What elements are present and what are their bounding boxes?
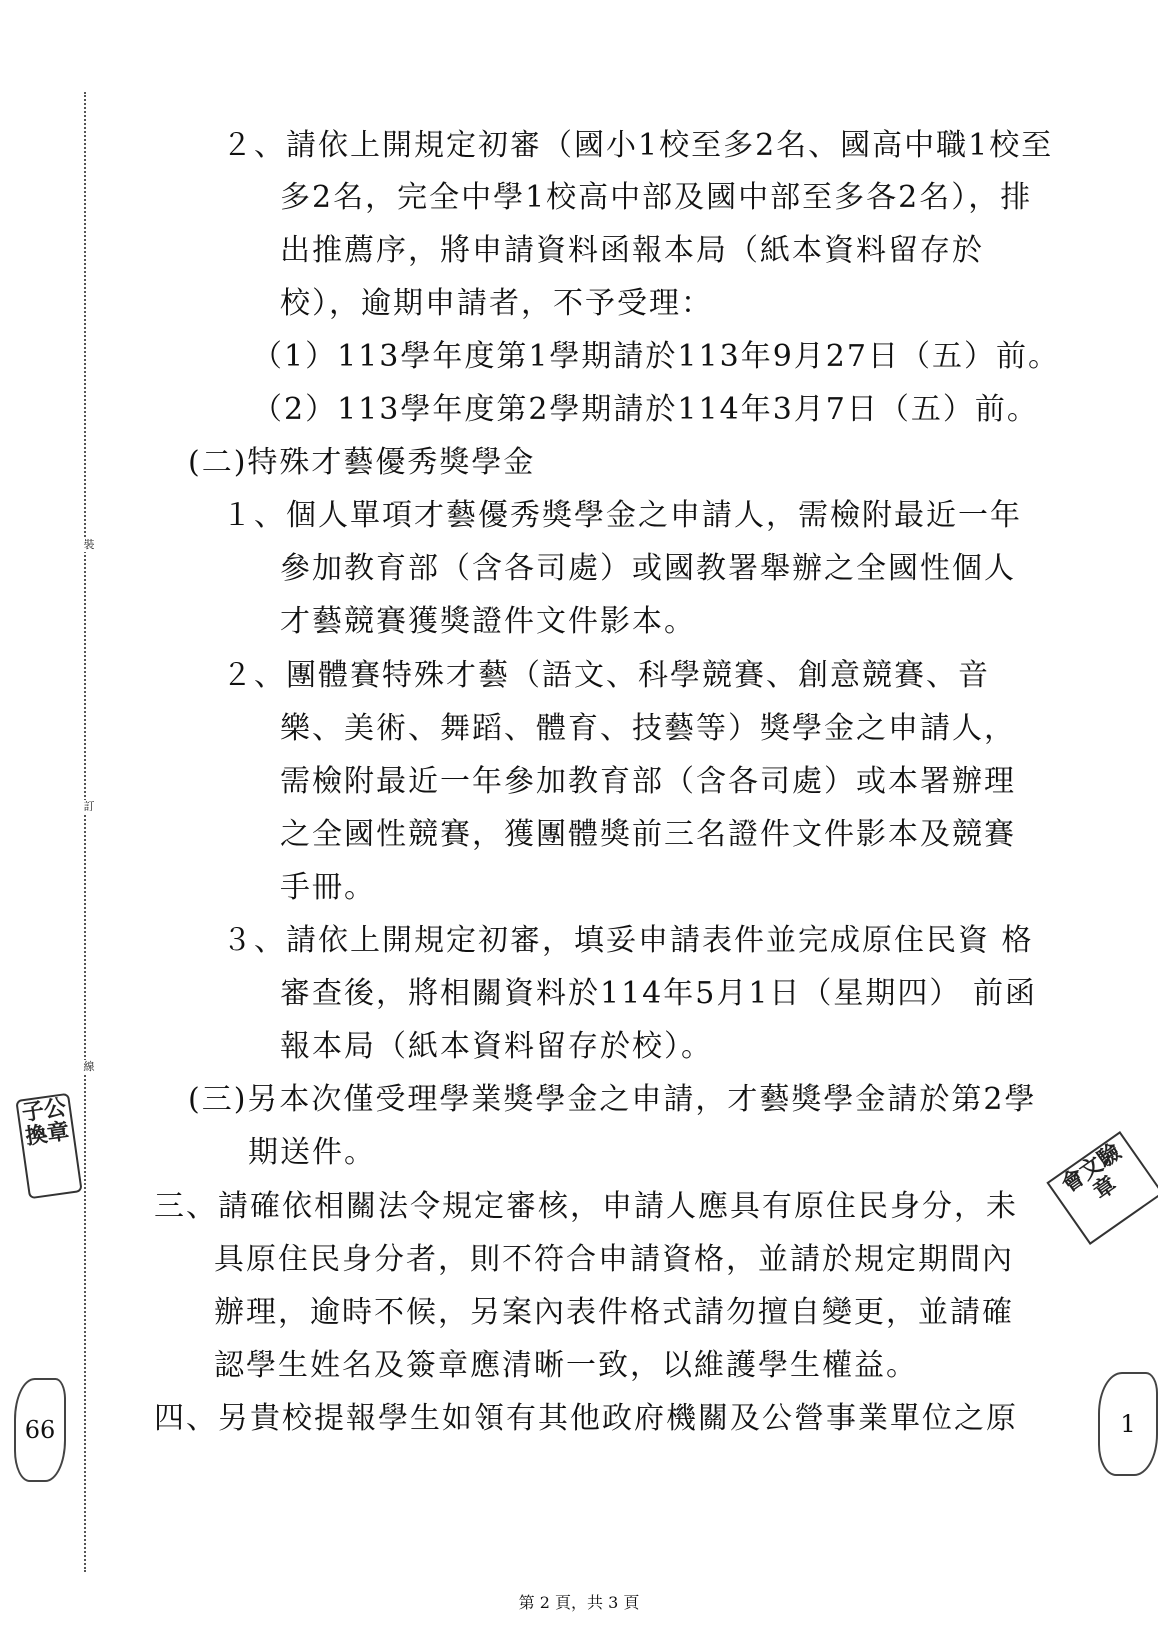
body-line: 辦理，逾時不候，另案內表件格式請勿擅自變更，並請確 (214, 1295, 1014, 1330)
body-line: 校），逾期申請者，不予受理： (280, 286, 713, 321)
body-line: （2）113學年度第2學期請於114年3月7日（五）前。 (252, 392, 1039, 427)
body-line: 才藝競賽獲獎證件文件影本。 (280, 604, 696, 639)
body-line: 需檢附最近一年參加教育部（含各司處）或本署辦理 (280, 764, 1016, 799)
section-heading: 三、請確依相關法令規定審核，申請人應具有原住民身分，未 (154, 1189, 1018, 1224)
body-line: 手冊。 (280, 870, 376, 905)
section-heading: 四、另貴校提報學生如領有其他政府機關及公營事業單位之原 (154, 1401, 1018, 1436)
body-line: 認學生姓名及簽章應清晰一致，以維護學生權益。 (214, 1348, 918, 1383)
body-line: ３、請依上開規定初審，填妥申請表件並完成原住民資 格 (222, 923, 1034, 958)
body-line: 審查後，將相關資料於114年5月1日（星期四） 前函 (280, 976, 1037, 1011)
body-line: 具原住民身分者，則不符合申請資格，並請於規定期間內 (214, 1242, 1014, 1277)
margin-label-zhuang: 裝 (83, 538, 95, 551)
body-line: 之全國性競賽，獲團體獎前三名證件文件影本及競賽 (280, 817, 1016, 852)
margin-label-xian: 線 (83, 1060, 95, 1073)
page-seal-right: 1 (1098, 1372, 1158, 1476)
stamp-left: 子公換章 (15, 1093, 82, 1200)
body-line: 樂、美術、舞蹈、體育、技藝等）獎學金之申請人， (280, 711, 1016, 746)
section-heading: (三)另本次僅受理學業獎學金之申請，才藝獎學金請於第2學 (188, 1082, 1037, 1117)
margin-label-ding: 訂 (83, 800, 95, 813)
stamp-right: 會文驗章 (1046, 1131, 1158, 1245)
body-line: ２、團體賽特殊才藝（語文、科學競賽、創意競賽、音 (222, 658, 990, 693)
body-line: （1）113學年度第1學期請於113年9月27日（五）前。 (252, 339, 1060, 374)
body-line: ２、請依上開規定初審（國小1校至多2名、國高中職1校至 (222, 128, 1054, 163)
body-line: 報本局（紙本資料留存於校）。 (280, 1029, 713, 1064)
body-line: １、個人單項才藝優秀獎學金之申請人，需檢附最近一年 (222, 498, 1022, 533)
body-line: 出推薦序，將申請資料函報本局（紙本資料留存於 (280, 233, 984, 268)
page-seal-left: 66 (14, 1378, 66, 1482)
body-line: 參加教育部（含各司處）或國教署舉辦之全國性個人 (280, 551, 1016, 586)
page-number-footer: 第 2 頁，共 3 頁 (518, 1593, 640, 1612)
body-line: 期送件。 (248, 1135, 376, 1170)
body-line: 多2名，完全中學1校高中部及國中部至多各2名），排 (280, 180, 1033, 215)
binding-margin-dotted-line (84, 92, 86, 1572)
section-heading: (二)特殊才藝優秀獎學金 (188, 445, 536, 480)
